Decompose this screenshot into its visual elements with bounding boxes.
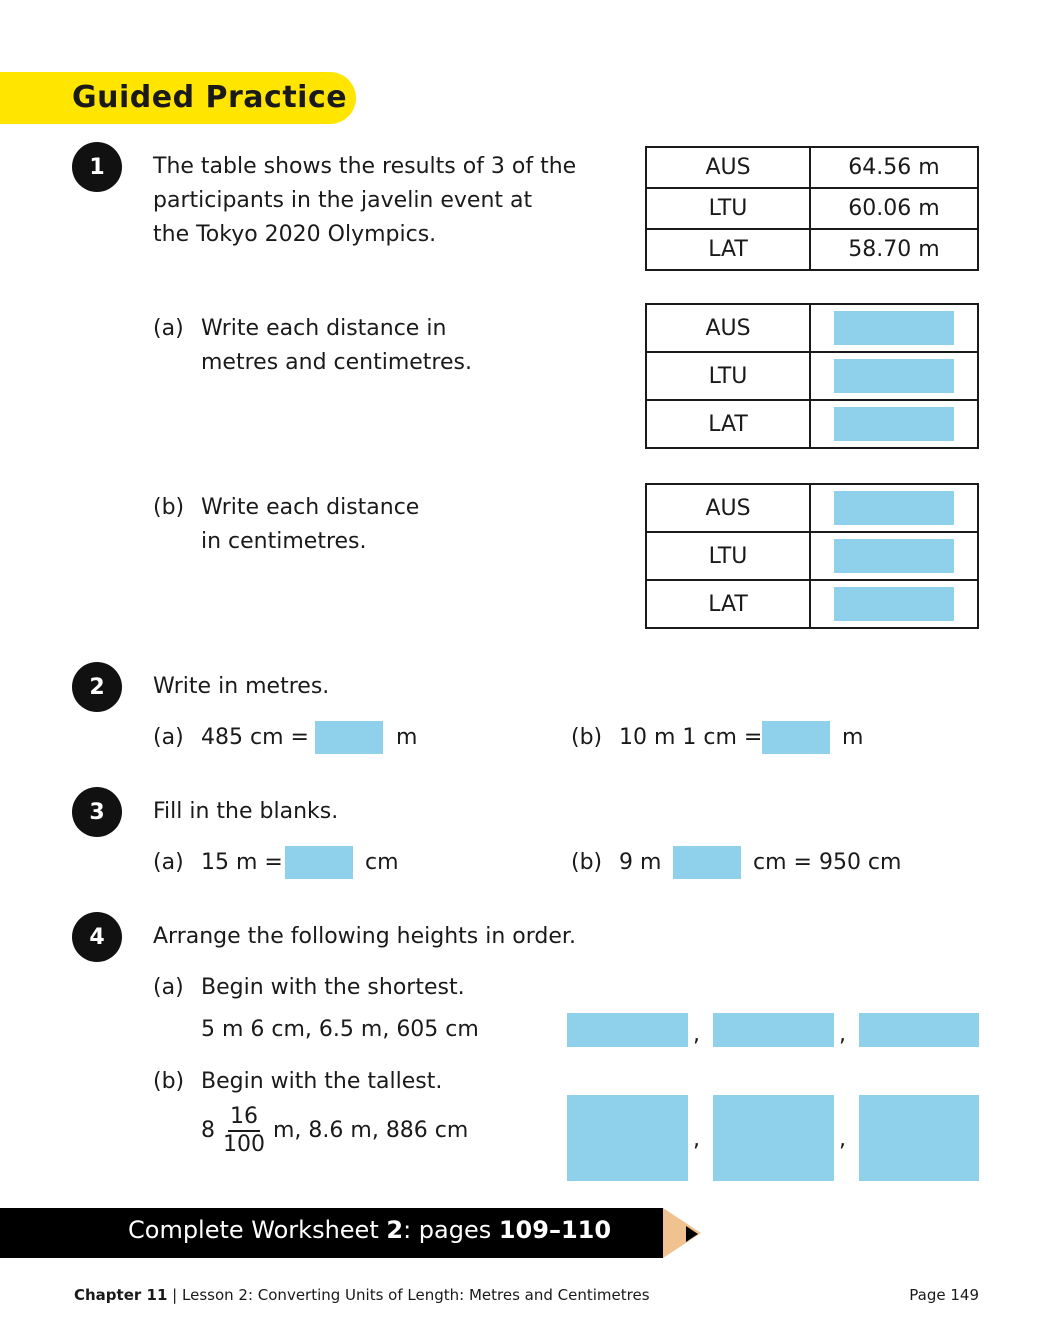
answer-box[interactable] (834, 359, 954, 393)
q1b-text-line-1: Write each distance (201, 495, 420, 520)
table-row (646, 532, 978, 580)
country-cell: LTU (646, 352, 810, 400)
q4a-separator-2: , (839, 1022, 846, 1047)
answer-box[interactable] (834, 407, 954, 441)
q3b-result: cm = 950 cm (753, 850, 902, 875)
question-number-1: 1 (72, 142, 122, 192)
q1a-text-line-2: metres and centimetres. (201, 350, 472, 375)
chapter-label: Chapter 11 (74, 1286, 168, 1304)
country-cell: AUS (646, 147, 810, 188)
q3b-answer-box[interactable] (673, 846, 741, 879)
distance-cell: 58.70 m (810, 229, 978, 270)
country-cell: LAT (646, 400, 810, 448)
q2a-label: (a) (153, 725, 184, 750)
answer-box[interactable] (834, 539, 954, 573)
javelin-results-table (645, 146, 979, 271)
q4b-separator-1: , (693, 1127, 700, 1152)
q1-stem-line-2: participants in the javelin event at (153, 188, 533, 213)
q3a-label: (a) (153, 850, 184, 875)
q3a-unit: cm (365, 850, 399, 875)
q2b-unit: m (842, 725, 864, 750)
q1b-text-line-2: in centimetres. (201, 529, 367, 554)
q4b-values (201, 1104, 468, 1158)
answer-box[interactable] (834, 587, 954, 621)
q2b-label: (b) (571, 725, 603, 750)
q4b-rest: m, 8.6 m, 886 cm (273, 1118, 469, 1143)
q4b-separator-2: , (839, 1127, 846, 1152)
q4b-whole-number: 8 (201, 1118, 215, 1143)
question-number-2: 2 (72, 662, 122, 712)
q4b-instruction: Begin with the tallest. (201, 1069, 443, 1094)
worksheet-prefix: Complete Worksheet (128, 1216, 387, 1244)
distance-cell: 64.56 m (810, 147, 978, 188)
q4a-answer-box-2[interactable] (713, 1013, 834, 1047)
question-number-3: 3 (72, 787, 122, 837)
q1b-answer-table (645, 483, 979, 629)
q1a-answer-table (645, 303, 979, 449)
q4a-values: 5 m 6 cm, 6.5 m, 605 cm (201, 1017, 479, 1042)
worksheet-pages: 109–110 (498, 1216, 612, 1244)
answer-box[interactable] (834, 491, 954, 525)
worksheet-number: 2 (386, 1216, 404, 1244)
distance-cell: 60.06 m (810, 188, 978, 229)
q3a-expression: 15 m = (201, 850, 283, 875)
q4b-numerator: 16 (228, 1104, 260, 1132)
table-row (646, 352, 978, 400)
section-title: Guided Practice (72, 80, 348, 115)
q4a-separator-1: , (693, 1022, 700, 1047)
q3b-label: (b) (571, 850, 603, 875)
q4a-label: (a) (153, 975, 184, 1000)
table-row (646, 304, 978, 352)
q2a-expression: 485 cm = (201, 725, 309, 750)
q4b-answer-box-2[interactable] (713, 1095, 834, 1181)
q3b-expression: 9 m (619, 850, 662, 875)
q3a-answer-box[interactable] (285, 846, 353, 879)
country-cell: LTU (646, 532, 810, 580)
q1a-text-line-1: Write each distance in (201, 316, 447, 341)
q2-stem: Write in metres. (153, 674, 330, 699)
page-number: Page 149 (909, 1286, 979, 1304)
q4-stem: Arrange the following heights in order. (153, 924, 576, 949)
worksheet-pages-label: : pages (403, 1216, 499, 1244)
lesson-title: Lesson 2: Converting Units of Length: Metres and Centimetres (182, 1286, 650, 1304)
country-cell: LAT (646, 229, 810, 270)
q4a-answer-box-1[interactable] (567, 1013, 688, 1047)
chapter-divider: | (172, 1286, 178, 1304)
table-row (646, 147, 978, 188)
q2b-answer-box[interactable] (762, 721, 830, 754)
answer-box[interactable] (834, 311, 954, 345)
country-cell: AUS (646, 484, 810, 532)
table-row (646, 484, 978, 532)
q1-stem-line-3: the Tokyo 2020 Olympics. (153, 222, 437, 247)
q2a-unit: m (396, 725, 418, 750)
table-row (646, 188, 978, 229)
q4b-answer-box-3[interactable] (859, 1095, 979, 1181)
country-cell: LTU (646, 188, 810, 229)
q1-stem-line-1: The table shows the results of 3 of the (153, 154, 577, 179)
table-row (646, 229, 978, 270)
q2a-answer-box[interactable] (315, 721, 383, 754)
table-row (646, 400, 978, 448)
worksheet-instruction (128, 1216, 611, 1244)
q3-stem: Fill in the blanks. (153, 799, 339, 824)
country-cell: AUS (646, 304, 810, 352)
q4b-label: (b) (153, 1069, 185, 1094)
q4a-answer-box-3[interactable] (859, 1013, 979, 1047)
pencil-tip-icon (686, 1226, 698, 1242)
page-chapter-info (74, 1286, 650, 1304)
q1b-label: (b) (153, 495, 185, 520)
question-number-4: 4 (72, 912, 122, 962)
q2b-expression: 10 m 1 cm = (619, 725, 763, 750)
q4a-instruction: Begin with the shortest. (201, 975, 465, 1000)
q4b-fraction (221, 1104, 267, 1158)
q1a-label: (a) (153, 316, 184, 341)
q4b-denominator: 100 (223, 1132, 265, 1157)
country-cell: LAT (646, 580, 810, 628)
table-row (646, 580, 978, 628)
q4b-answer-box-1[interactable] (567, 1095, 688, 1181)
